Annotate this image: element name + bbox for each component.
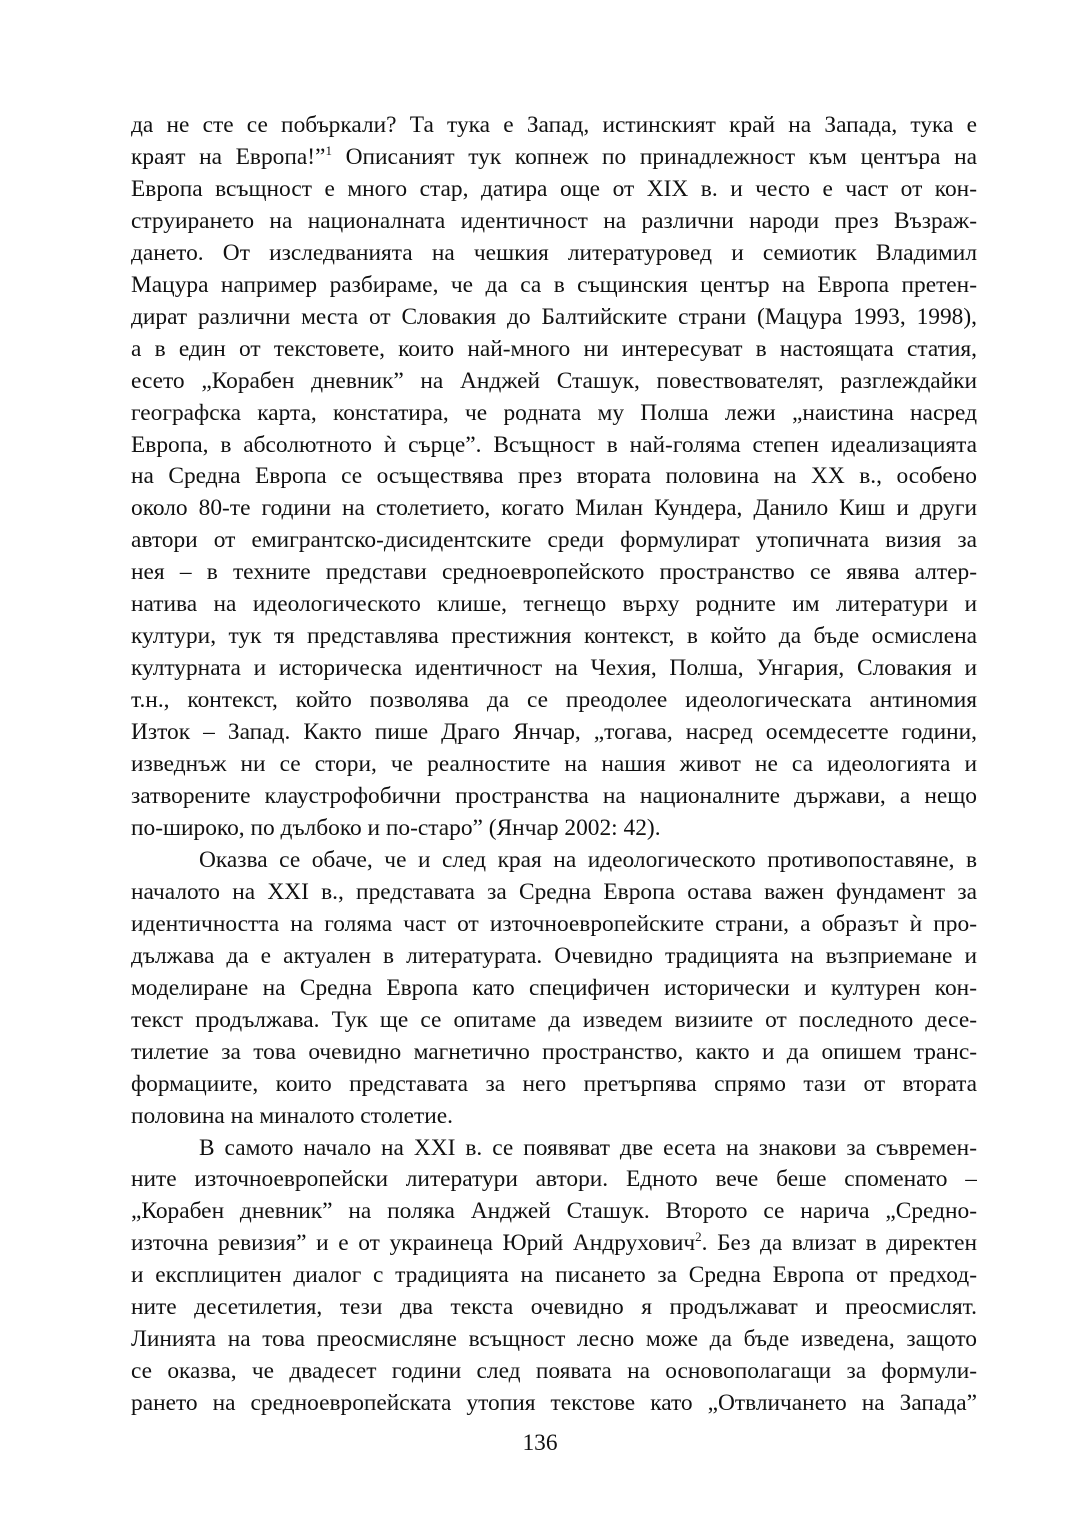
text-line-part: . Без да влизат в директен bbox=[701, 1230, 977, 1257]
text-line: се оказва, че двадесет години след появата на основополагащи за формули- bbox=[131, 1358, 977, 1385]
text-line: струирането на националната идентичност на различни народи през Възраж- bbox=[131, 207, 977, 234]
text-line: Европа, в абсолютното ѝ сърце”. Всъщност в най-голяма степен идеализацията bbox=[131, 431, 977, 458]
text-line: Изток – Запад. Както пише Драго Янчар, „тогава, насред осемдесетте години, bbox=[131, 719, 977, 746]
text-line: Линията на това преосмисляне всъщност лесно може да бъде изведена, защото bbox=[131, 1326, 977, 1353]
text-line: дират различни места от Словакия до Балтийските страни (Мацура 1993, 1998), bbox=[131, 303, 977, 330]
text-line: култури, тук тя представлява престижния контекст, в който да бъде осмислена bbox=[131, 623, 977, 650]
text-line: Мацура например разбираме, че да са в същинския център на Европа претен- bbox=[131, 271, 977, 298]
text-line: Европа всъщност е много стар, датира още от XIX в. и често е част от кон- bbox=[131, 175, 977, 202]
text-line: да не сте се побъркали? Та тука е Запад, истинският край на Запада, тука е bbox=[131, 112, 977, 138]
text-line bbox=[131, 142, 977, 174]
text-line: формациите, които представата за него претърпява спрямо тази от втората bbox=[131, 1070, 977, 1097]
text-line: културната и историческа идентичност на Чехия, Полша, Унгария, Словакия и bbox=[131, 655, 977, 682]
text-line: текст продължава. Тук ще се опитаме да изведем визиите от последното десе- bbox=[131, 1006, 977, 1033]
text-line: рането на средноевропейската утопия текстове като „Отвличането на Запада” bbox=[131, 1390, 977, 1417]
text-line: около 80-те години на столетието, когато Милан Кундера, Данило Киш и други bbox=[131, 495, 977, 522]
text-line: моделиране на Средна Европа като специфичен исторически и културен кон- bbox=[131, 974, 977, 1001]
paragraph-2 bbox=[131, 845, 977, 1133]
text-line: тилетие за това очевидно магнетично пространство, както и да опишем транс- bbox=[131, 1038, 977, 1065]
text-line: натива на идеологическото клише, тегнещо върху родните им литератури и bbox=[131, 591, 977, 618]
paragraph-1 bbox=[131, 110, 977, 845]
footnote-2-marker[interactable]: 2 bbox=[695, 1229, 702, 1245]
text-line: „Корабен дневник” на поляка Анджей Сташук. Второто се нарича „Средно- bbox=[131, 1198, 977, 1225]
document-body bbox=[131, 110, 977, 1420]
text-line: географска карта, констатира, че родната му Полша лежи „наистина насред bbox=[131, 399, 977, 426]
text-line-part: източна ревизия” и е от украинеца Юрий Андрухович bbox=[131, 1230, 696, 1257]
text-line: затворените клаустрофобични пространства на националните държави, а нещо bbox=[131, 783, 977, 810]
page-number: 136 bbox=[522, 1430, 558, 1456]
text-line: по-широко, по дълбоко и по-старо” (Янчар 2002: 42). bbox=[131, 814, 661, 841]
text-line: а в един от текстовете, които най-много ни интересуват в настоящата статия, bbox=[131, 335, 977, 362]
text-line: дължава да е актуален в литературата. Очевидно традицията на възприемане и bbox=[131, 942, 977, 969]
text-line: В самото начало на XXI в. се появяват две есета на знакови за съвремен- bbox=[199, 1134, 977, 1161]
text-line-part: краят на Европа!” bbox=[131, 143, 326, 170]
text-line: идентичността на голяма част от източноевропейските страни, а образът ѝ про- bbox=[131, 910, 977, 937]
text-line: дането. От изследванията на чешкия литературовед и семиотик Владимил bbox=[131, 239, 977, 266]
text-line: Оказва се обаче, че и след края на идеологическото противопоставяне, в bbox=[199, 846, 977, 873]
text-line: и експлицитен диалог с традицията на писането за Средна Европа от предход- bbox=[131, 1262, 977, 1289]
text-line: половина на миналото столетие. bbox=[131, 1102, 453, 1129]
paragraph-3 bbox=[131, 1133, 977, 1421]
text-line: ните източноевропейски литератури автори. Едното вече беше споменато – bbox=[131, 1166, 977, 1193]
text-line: на Средна Европа се осъществява през втората половина на XX в., особено bbox=[131, 463, 977, 490]
text-line: есето „Корабен дневник” на Анджей Сташук, повествователят, разглеждайки bbox=[131, 367, 977, 394]
text-line: началото на XXI в., представата за Средна Европа остава важен фундамент за bbox=[131, 878, 977, 905]
footnote-1-marker[interactable]: 1 bbox=[325, 142, 332, 158]
text-line: т.н., контекст, който позволява да се преодолее идеологическата антиномия bbox=[131, 687, 977, 714]
text-line-part: Описаният тук копнеж по принадлежност към центъра на bbox=[331, 143, 977, 170]
text-line bbox=[131, 1228, 977, 1260]
text-line: ните десетилетия, тези два текста очевидно я продължават и преосмислят. bbox=[131, 1294, 977, 1321]
text-line: нея – в техните представи средноевропейското пространство се явява алтер- bbox=[131, 559, 977, 586]
text-line: автори от емигрантско-дисидентските среди формулират утопичната визия за bbox=[131, 527, 977, 554]
text-line: изведнъж ни се стори, че реалностите на нашия живот не са идеологията и bbox=[131, 751, 977, 778]
